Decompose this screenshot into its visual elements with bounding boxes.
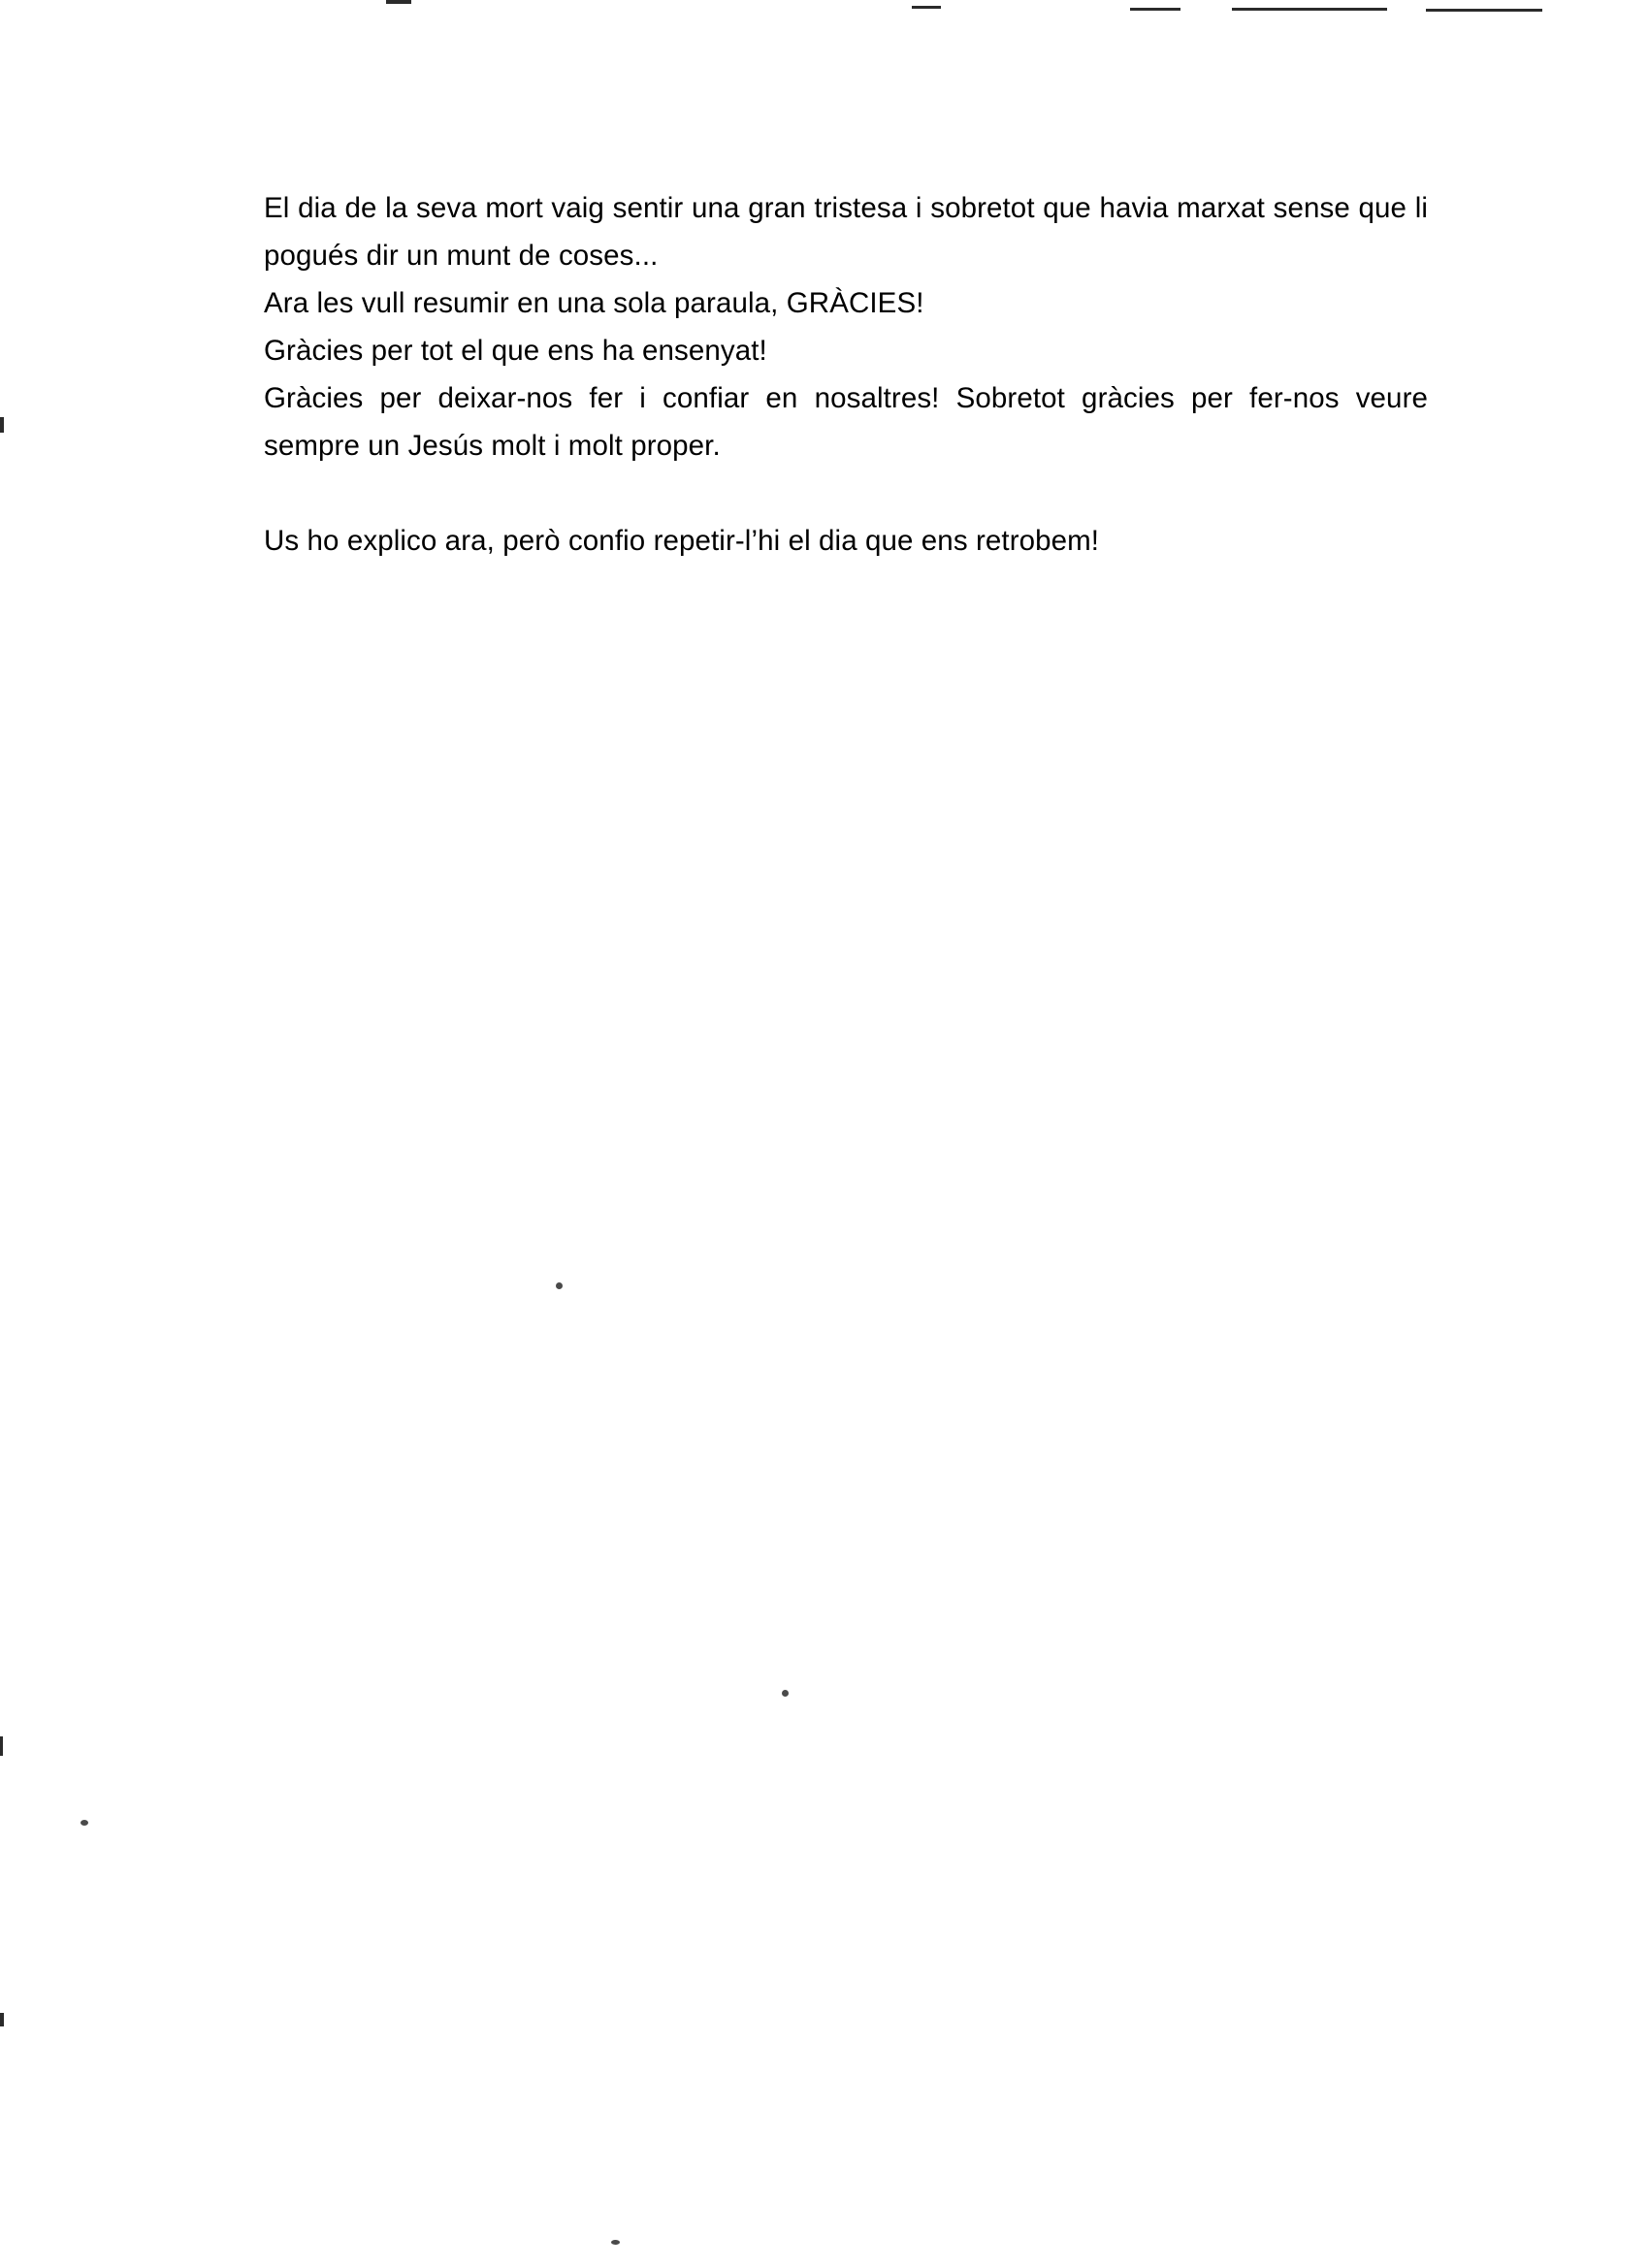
paragraph-2: Ara les vull resumir en una sola paraula, GRÀCIES! <box>264 287 924 319</box>
paragraph-spacer <box>264 470 1428 517</box>
scan-edge-mark <box>0 417 4 433</box>
scan-speck <box>611 2240 620 2245</box>
document-body <box>264 184 1428 565</box>
scan-speck <box>81 1820 88 1826</box>
paragraph-5: Us ho explico ara, però confio repetir-l’hi el dia que ens retrobem! <box>264 525 1100 557</box>
scan-edge-mark <box>1426 9 1542 12</box>
paragraph-4: Gràcies per deixar-nos fer i confiar en nosaltres! Sobretot gràcies per fer-nos veure sempre un Jesús molt i molt proper. <box>264 382 1428 462</box>
scan-edge-mark <box>0 1736 3 1756</box>
scan-edge-mark <box>0 2013 4 2026</box>
scan-speck <box>556 1282 563 1289</box>
scan-edge-mark <box>1232 8 1387 11</box>
scan-edge-mark <box>386 0 411 4</box>
scan-edge-mark <box>1130 8 1180 11</box>
paragraph-3: Gràcies per tot el que ens ha ensenyat! <box>264 335 767 367</box>
scan-speck <box>782 1690 789 1697</box>
paragraph-1: El dia de la seva mort vaig sentir una gran tristesa i sobretot que havia marxat sense que li pogués dir un munt de coses... <box>264 192 1428 272</box>
scan-edge-mark <box>912 6 941 9</box>
